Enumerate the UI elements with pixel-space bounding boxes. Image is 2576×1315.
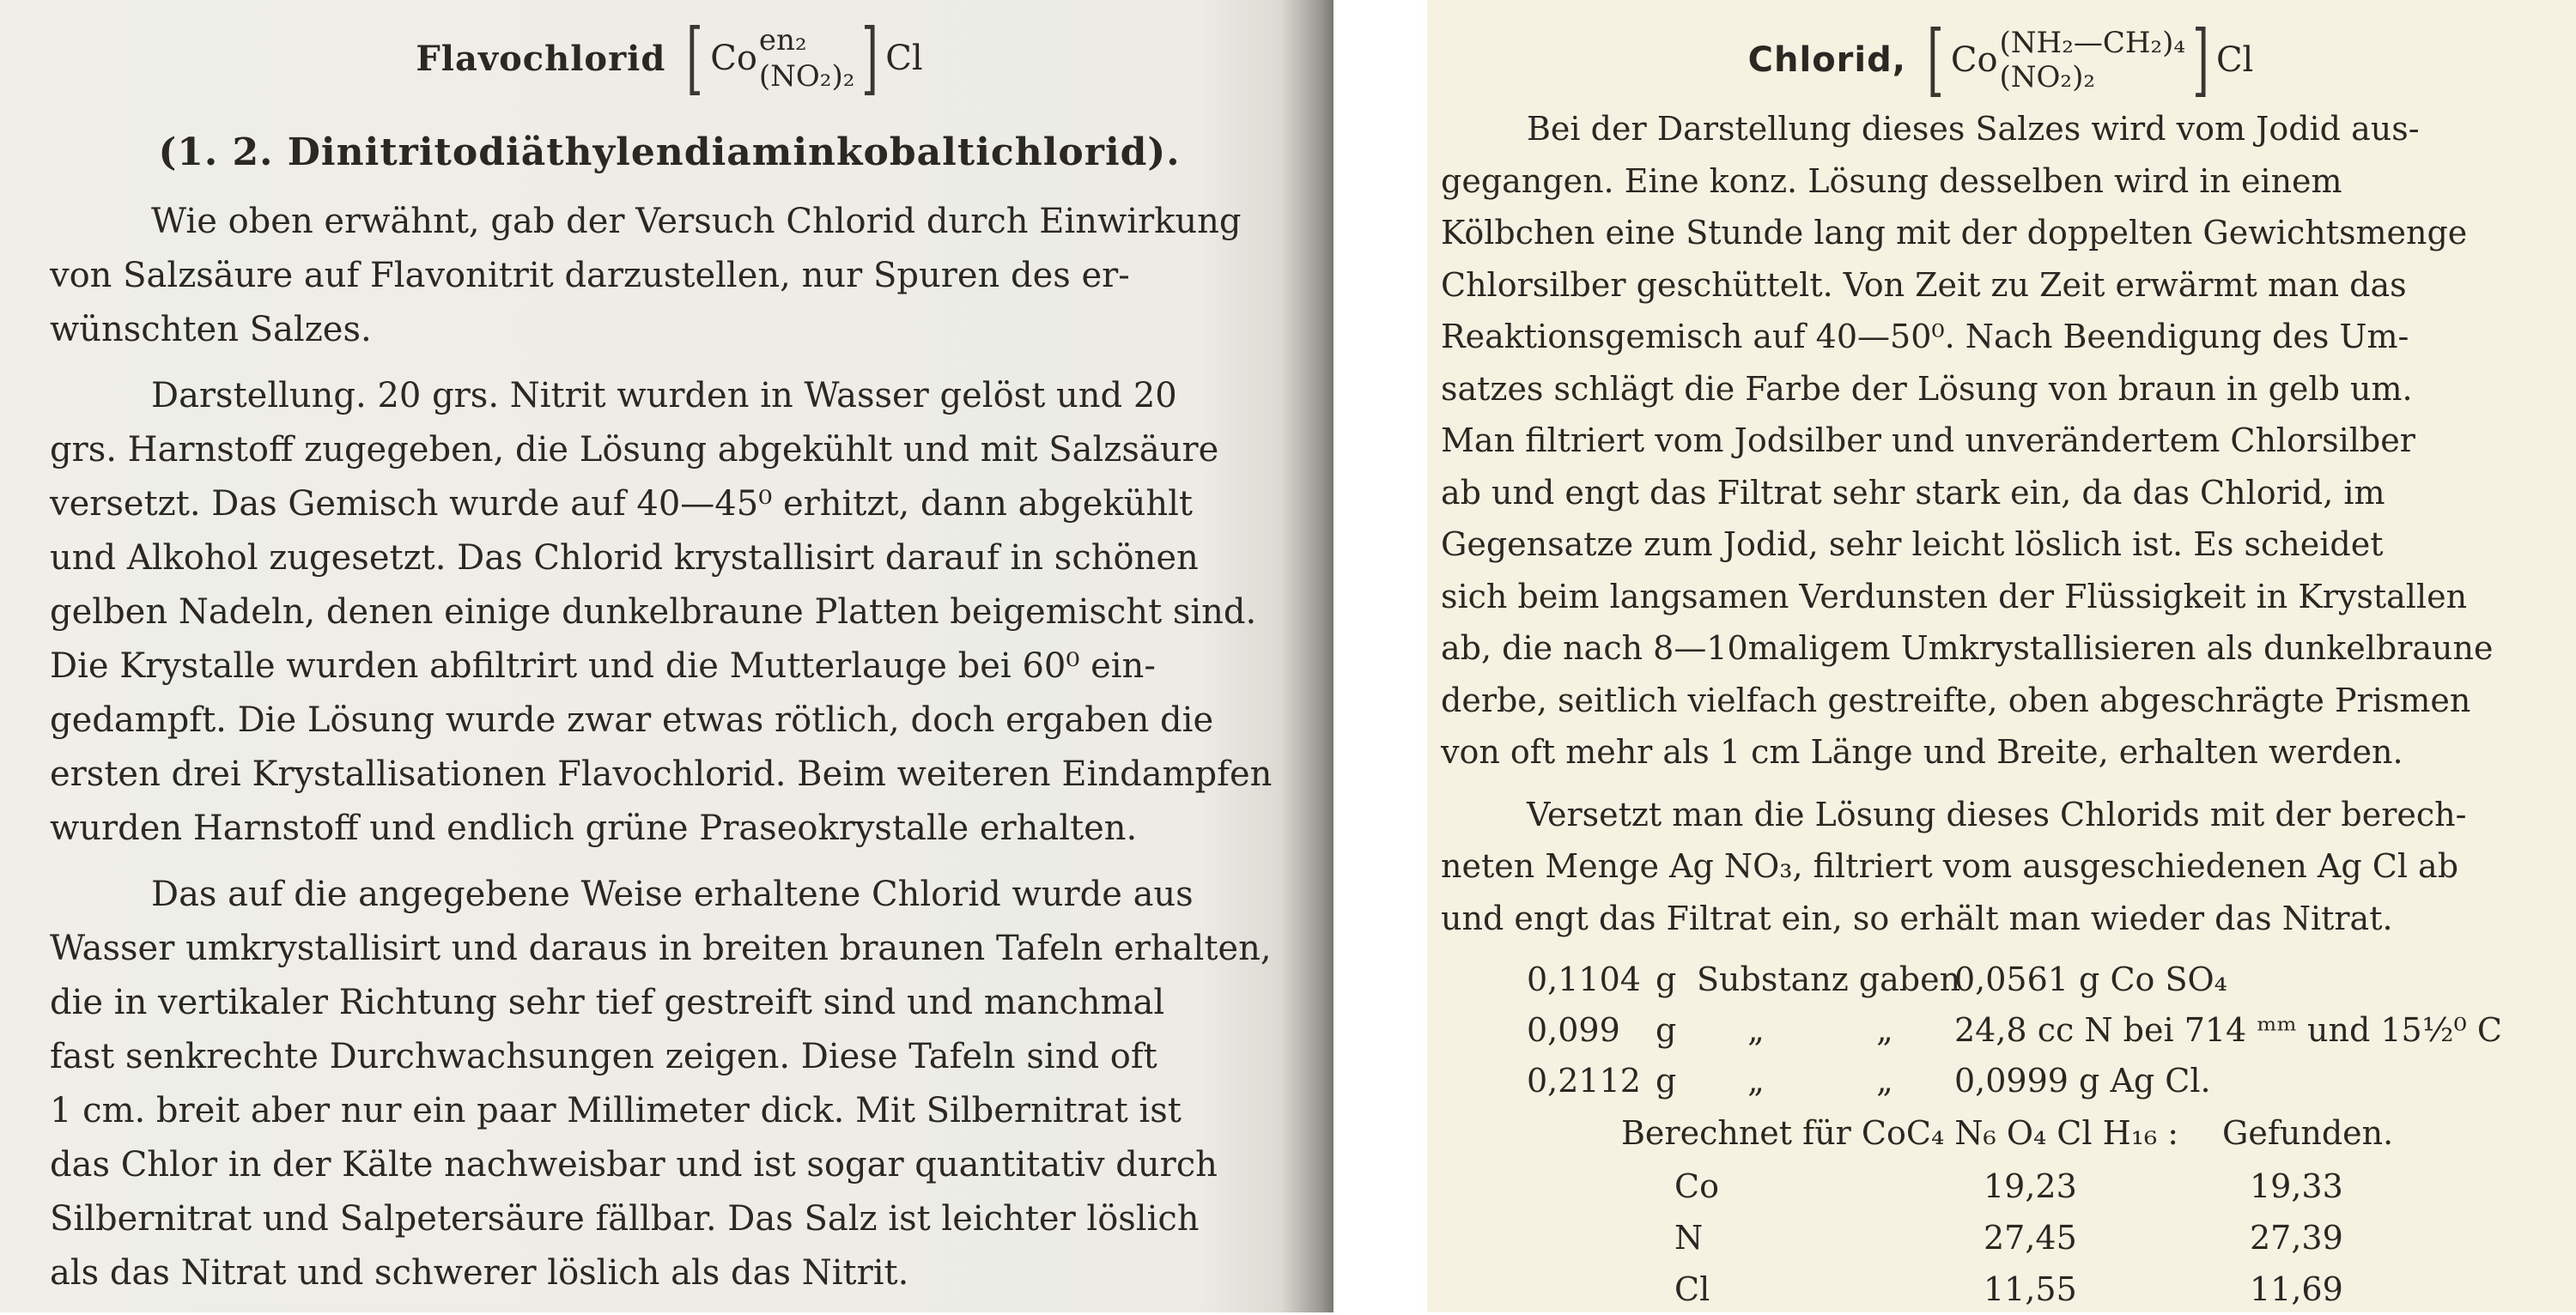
analysis-result: 0,0561 g Co SO₄ xyxy=(1954,960,2227,998)
left-paragraph-2: Darstellung. 20 grs. Nitrit wurden in Wasser gelöst und 20 grs. Harnstoff zugegeben, die Lösung abgekühlt und mit Salzsäure versetzt. Das Gemisch wurde auf 40—45⁰ erhitzt, dann abgekühlt und Alkohol zugesetzt. Das Chlorid krystallisirt darauf in schönen gelben Nadeln, denen einige dunkelbraune Platten beigemischt sind. Die Krystalle wurden abfiltrirt und die Mutterlauge bei 60⁰ ein- gedampft. Die Lösung wurde zwar etwas rötlich, doch ergaben die ersten drei Krystallisationen Flavochlorid. Beim weiteren Eindampfen wurden Harnstoff und endlich grüne Praseokrystalle erhalten. xyxy=(50,376,1273,848)
calculation-element: Cl xyxy=(1674,1270,1710,1308)
calculation-calc: 27,45 xyxy=(1984,1219,2077,1257)
right-formula-metal: Co xyxy=(1950,40,1998,80)
analysis-mass: 0,099 xyxy=(1527,1011,1620,1049)
left-formula-close-bracket: ] xyxy=(861,12,879,104)
analysis-label: Substanz gaben xyxy=(1697,960,1961,998)
left-formula-ligand-bottom: (NO₂)₂ xyxy=(758,59,855,94)
analysis-ditto: „ xyxy=(1876,1011,1893,1049)
analysis-ditto: „ xyxy=(1747,1062,1765,1100)
right-title: Chlorid, xyxy=(1747,40,1906,80)
right-formula-anion: Cl xyxy=(2215,40,2254,80)
analysis-ditto: „ xyxy=(1747,1011,1765,1049)
right-formula-open-bracket: [ xyxy=(1927,14,1944,106)
analysis-mass: 0,2112 xyxy=(1527,1062,1641,1100)
right-formula xyxy=(1920,14,2254,106)
analysis-result: 0,0999 g Ag Cl. xyxy=(1954,1062,2211,1100)
calculation-heading-right: Gefunden. xyxy=(2222,1114,2394,1152)
calculation-row xyxy=(1674,1160,2561,1212)
analysis-line xyxy=(1527,1005,2561,1056)
calculation-element: Co xyxy=(1674,1167,1719,1205)
analysis-ditto: „ xyxy=(1876,1062,1893,1100)
analysis-mass: 0,1104 xyxy=(1527,960,1641,998)
right-formula-ligand-top: (NH₂—CH₂)₄ xyxy=(1999,26,2186,60)
left-subtitle: (1. 2. Dinitritodiäthylendiaminkobaltichlorid). xyxy=(158,130,1181,174)
left-title-row xyxy=(50,12,1289,104)
analysis-result: 24,8 cc N bei 714 ᵐᵐ und 15½⁰ C xyxy=(1954,1011,2502,1049)
calculation-row xyxy=(1674,1263,2561,1315)
right-paragraph-1: Bei der Darstellung dieses Salzes wird vom Jodid aus- gegangen. Eine konz. Lösung desselben wird in einem Kölbchen eine Stunde lang mit der doppelten Gewichtsmenge Chlorsilber geschüttelt. Von Zeit zu Zeit erwärmt man das Reaktionsgemisch auf 40—50⁰. Nach Beendigung des Um- satzes schlägt die Farbe der Lösung von braun in gelb um. Man filtriert vom Jodsilber und unverändertem Chlorsilber ab und engt das Filtrat sehr stark ein, da das Chlorid, im Gegensatze zum Jodid, sehr leicht löslich ist. Es scheidet sich beim langsamen Verdunsten der Flüssigkeit in Krystallen ab, die nach 8—10maligem Umkrystallisieren als dunkelbraune derbe, seitlich vielfach gestreifte, oben abgeschrägte Prismen von oft mehr als 1 cm Länge und Breite, erhalten werden. xyxy=(1441,110,2494,771)
calculation-calc: 19,23 xyxy=(1984,1167,2077,1205)
right-formula-ligand-bottom: (NO₂)₂ xyxy=(1999,60,2095,94)
calculation-found: 19,33 xyxy=(2250,1167,2343,1205)
analysis-line xyxy=(1527,1056,2561,1106)
left-formula-anion: Cl xyxy=(885,39,923,78)
analysis-unit: g xyxy=(1656,1062,1677,1100)
left-title: Flavochlorid xyxy=(416,38,666,79)
right-title-row xyxy=(1441,14,2561,106)
calculation-element: N xyxy=(1674,1219,1704,1257)
calculation-row xyxy=(1674,1212,2561,1263)
left-paragraph-1: Wie oben erwähnt, gab der Versuch Chlorid durch Einwirkung von Salzsäure auf Flavonitrit darzustellen, nur Spuren des er- wünschten Salzes. xyxy=(50,202,1242,349)
right-paragraph-2: Versetzt man die Lösung dieses Chlorids mit der berech- neten Menge Ag NO₃, filtriert vom ausgeschiedenen Ag Cl ab und engt das Filtrat ein, so erhält man wieder das Nitrat. xyxy=(1441,795,2467,937)
analysis-block xyxy=(1441,954,2561,1106)
calculation-heading xyxy=(1441,1106,2561,1160)
analysis-unit: g xyxy=(1656,1011,1677,1049)
calculation-found: 11,69 xyxy=(2250,1270,2343,1308)
left-formula-metal: Co xyxy=(710,39,757,78)
calculation-table xyxy=(1441,1160,2561,1315)
left-formula-open-bracket: [ xyxy=(686,12,704,104)
analysis-unit: g xyxy=(1656,960,1677,998)
calculation-found: 27,39 xyxy=(2250,1219,2343,1257)
left-formula-ligand-top: en₂ xyxy=(758,23,807,58)
right-formula-close-bracket: ] xyxy=(2192,14,2209,106)
analysis-line xyxy=(1527,954,2561,1005)
calculation-heading-left: Berechnet für CoC₄ N₆ O₄ Cl H₁₆ : xyxy=(1621,1114,2179,1152)
calculation-calc: 11,55 xyxy=(1984,1270,2077,1308)
left-paragraph-3: Das auf die angegebene Weise erhaltene Chlorid wurde aus Wasser umkrystallisirt und daraus in breiten braunen Tafeln erhalten, die in vertikaler Richtung sehr tief gestreift sind und manchmal fast senkrechte Durchwachsungen zeigen. Diese Tafeln sind oft 1 cm. breit aber nur ein paar Millimeter dick. Mit Silbernitrat ist das Chlor in der Kälte nachweisbar und ist sogar quantitativ durch Silbernitrat und Salpetersäure fällbar. Das Salz ist leichter löslich als das Nitrat und schwerer löslich als das Nitrit. xyxy=(50,875,1272,1293)
left-formula xyxy=(679,12,923,104)
right-page xyxy=(1427,0,2576,1312)
